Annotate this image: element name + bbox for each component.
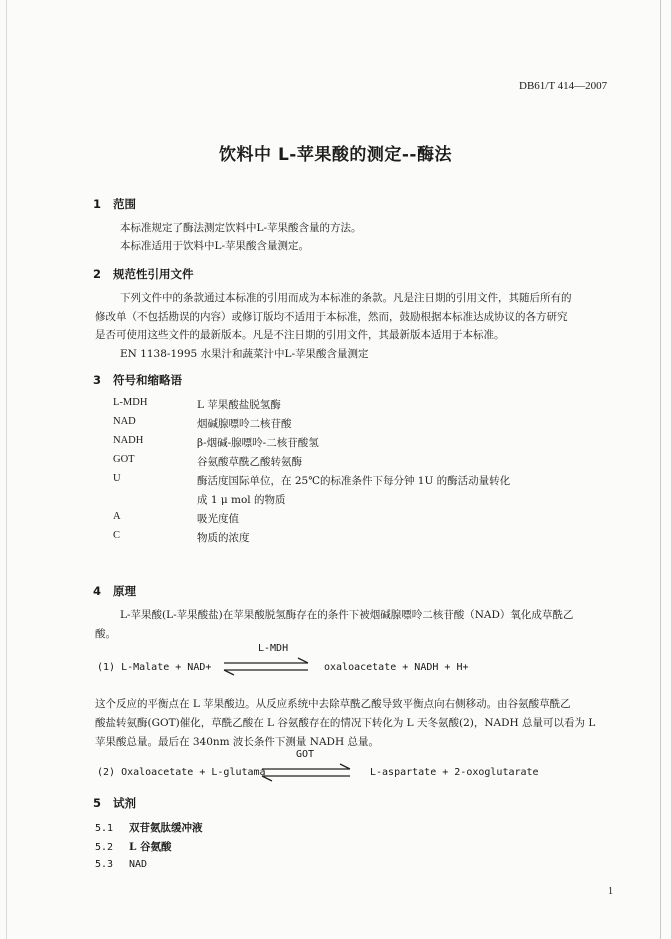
equilibrium-arrow-icon — [258, 762, 354, 784]
section-2-heading: 2 规范性引用文件 — [93, 267, 194, 281]
section-5-heading: 5 试剂 — [93, 796, 136, 810]
symbol-definition: 酶活度国际单位，在 25℃的标准条件下每分钟 1U 的酶活动量转化 — [197, 475, 511, 487]
symbol-term: C — [113, 530, 121, 541]
symbol-term: GOT — [113, 454, 135, 465]
section-1-line-1: 本标准规定了酶法测定饮料中L-苹果酸含量的方法。 — [120, 222, 362, 234]
principle-explain-line-2: 酸盐转氨酶(GOT)催化，草酰乙酸在 L 谷氨酸存在的情况下转化为 L 天冬氨酸(2)，NADH 总量可以看为 L — [95, 717, 596, 729]
symbol-definition: 吸光度值 — [197, 513, 239, 525]
section-2-line-3: 是否可使用这些文件的最新版本。凡是不注日期的引用文件，其最新版本适用于本标准。 — [95, 329, 505, 341]
equation-1-products: oxaloacetate + NADH + H+ — [324, 662, 469, 673]
equation-2-reactants: (2) Oxaloacetate + L-glutama — [97, 767, 266, 778]
symbol-definition: L 苹果酸盐脱氢酶 — [197, 399, 281, 411]
principle-intro-line-1: L-苹果酸(L-苹果酸盐)在苹果酸脱氢酶存在的条件下被烟碱腺嘌呤二核苷酸（NAD）氧化成草酰乙 — [120, 609, 574, 621]
principle-explain-line-1: 这个反应的平衡点在 L 苹果酸边。从反应系统中去除草酰乙酸导致平衡点向右侧移动。由谷氨酸草酰乙 — [95, 698, 571, 710]
symbol-definition-continued: 成 1 μ mol 的物质 — [197, 494, 286, 506]
principle-intro-line-2: 酸。 — [95, 628, 116, 640]
symbol-term: L-MDH — [113, 397, 148, 408]
section-1-line-2: 本标准适用于饮料中L-苹果酸含量测定。 — [120, 240, 310, 252]
symbol-definition: 烟碱腺嘌呤二核苷酸 — [197, 418, 292, 430]
section-3-heading: 3 符号和缩略语 — [93, 373, 182, 387]
equation-1-enzyme: L-MDH — [258, 643, 289, 654]
section-2-line-1: 下列文件中的条款通过本标准的引用而成为本标准的条款。凡是注日期的引用文件，其随后所有的 — [120, 292, 572, 304]
reagent-item: 5.1 双苷氨肽缓冲液 — [95, 822, 203, 834]
reagent-item: 5.2 L 谷氨酸 — [95, 841, 172, 853]
reagent-item: 5.3 NAD — [95, 859, 148, 870]
symbol-definition: 物质的浓度 — [197, 532, 250, 544]
symbol-term: A — [113, 511, 121, 522]
equation-2-enzyme: GOT — [296, 749, 315, 760]
standard-number: DB61/T 414—2007 — [519, 80, 608, 92]
equation-2-products: L-aspartate + 2-oxoglutarate — [370, 767, 539, 778]
symbol-term: U — [113, 473, 121, 484]
symbol-term: NAD — [113, 416, 136, 427]
equation-1-reactants: (1) L-Malate + NAD+ — [97, 662, 212, 673]
page-number: 1 — [608, 886, 613, 897]
symbol-definition: 谷氨酸草酰乙酸转氨酶 — [197, 456, 302, 468]
document-title: 饮料中 L-苹果酸的测定--酶法 — [219, 145, 452, 165]
section-2-line-2: 修改单（不包括勘误的内容）或修订版均不适用于本标准，然而，鼓励根据本标准达成协议的各方研究 — [95, 311, 568, 323]
symbol-term: NADH — [113, 435, 144, 446]
symbol-definition: β-烟碱-腺嘌呤-二核苷酸氢 — [197, 437, 319, 449]
section-2-reference: EN 1138-1995 水果汁和蔬菜汁中L-苹果酸含量测定 — [120, 348, 369, 360]
equilibrium-arrow-icon — [220, 656, 312, 678]
section-4-heading: 4 原理 — [93, 584, 136, 598]
principle-explain-line-3: 苹果酸总量。最后在 340nm 波长条件下测量 NADH 总量。 — [95, 736, 379, 748]
section-1-heading: 1 范围 — [93, 197, 136, 211]
